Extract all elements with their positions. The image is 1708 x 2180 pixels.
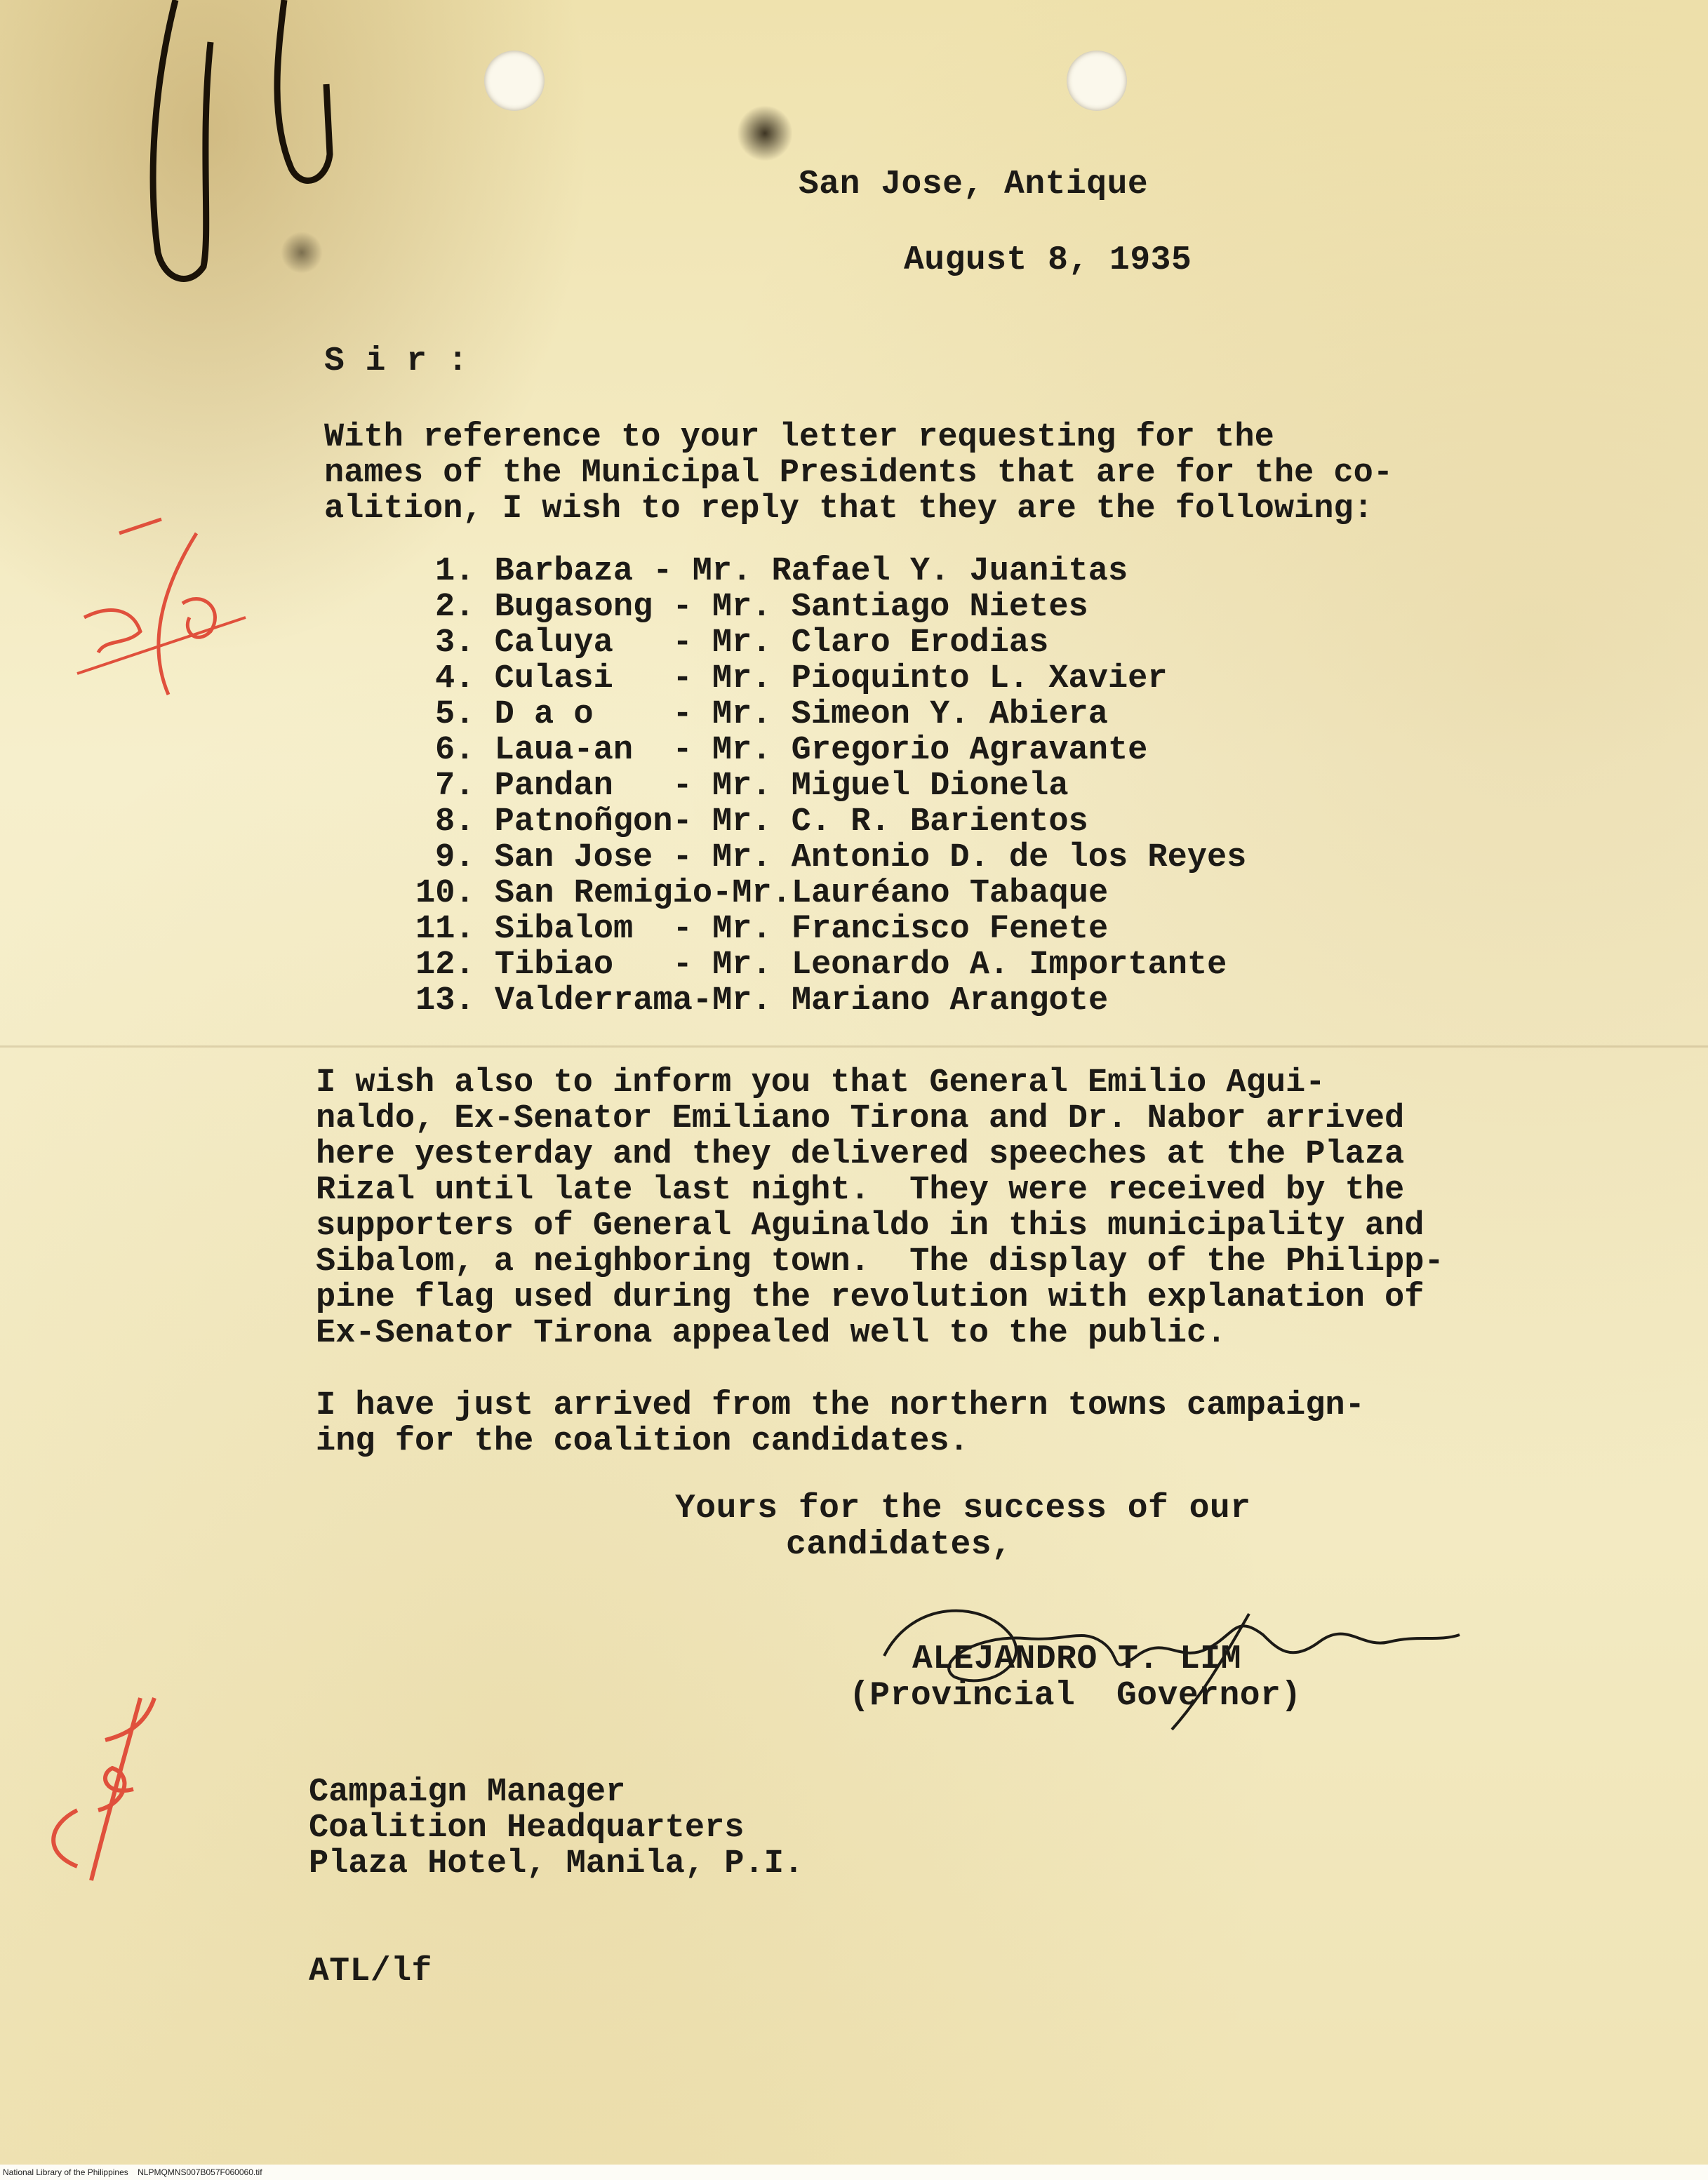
salutation: S i r : [324, 342, 469, 380]
president-list-item: 5. D a o - Mr. Simeon Y. Abiera [435, 696, 1108, 733]
paperclip-rust-mark [126, 0, 351, 295]
paragraph-aguinaldo-visit: I wish also to inform you that General Emilio Agui- naldo, Ex-Senator Emiliano Tirona and Dr. Nabor arrived here yesterday and they delivered speeches at the Plaza Rizal until late last night. They were received by the supporters of General Aguinaldo in this municipality and Sibalom, a neighboring town. The display of the Philipp- pine flag used during the revolution with explanation of Ex-Senator Tirona appealed well to the public. [316, 1064, 1444, 1352]
recipient-address [309, 1774, 803, 1881]
ink-stain [737, 105, 793, 161]
president-list-item: 2. Bugasong - Mr. Santiago Nietes [435, 589, 1088, 626]
letter-date: August 8, 1935 [904, 241, 1192, 279]
recipient-line: Plaza Hotel, Manila, P.I. [309, 1845, 804, 1883]
president-list-item: 7. Pandan - Mr. Miguel Dionela [435, 768, 1069, 805]
paper-fold [0, 1045, 1708, 1048]
presidents-list [415, 553, 1247, 1019]
president-list-item: 13. Valderrama-Mr. Mariano Arangote [415, 982, 1109, 1019]
signer-title: (Provincial Governor) [849, 1677, 1302, 1715]
red-pencil-mark [70, 505, 267, 709]
paragraph-campaign: I have just arrived from the northern towns campaign- ing for the coalition candidates. [316, 1387, 1365, 1460]
punch-hole-left [484, 51, 545, 111]
intro-paragraph: With reference to your letter requesting for the names of the Municipal Presidents that are for the co- alition, I wish to reply that they are the following: [324, 419, 1394, 528]
closing-line: Yours for the success of our [675, 1490, 1251, 1527]
president-list-item: 3. Caluya - Mr. Claro Erodias [435, 624, 1049, 662]
signer-name: ALEJANDRO T. LIM [912, 1640, 1241, 1678]
president-list-item: 8. Patnoñgon- Mr. C. R. Barientos [435, 803, 1088, 841]
recipient-line: Campaign Manager [309, 1774, 626, 1811]
president-list-item: 4. Culasi - Mr. Pioquinto L. Xavier [435, 660, 1168, 697]
recipient-line: Coalition Headquarters [309, 1810, 745, 1847]
president-list-item: 9. San Jose - Mr. Antonio D. de los Reyes [435, 839, 1247, 876]
president-list-item: 12. Tibiao - Mr. Leonardo A. Importante [415, 947, 1227, 984]
punch-hole-right [1067, 51, 1127, 111]
reference-initials: ATL/lf [309, 1953, 432, 1991]
letter-place: San Jose, Antique [799, 166, 1149, 203]
president-list-item: 10. San Remigio-Mr.Lauréano Tabaque [415, 875, 1109, 912]
archive-label: National Library of the Philippines NLPMQMNS007B057F060060.tif [3, 2167, 262, 2177]
closing-line: candidates, [786, 1526, 1013, 1564]
president-list-item: 6. Laua-an - Mr. Gregorio Agravante [435, 732, 1148, 769]
president-list-item: 11. Sibalom - Mr. Francisco Fenete [415, 911, 1109, 948]
president-list-item: 1. Barbaza - Mr. Rafael Y. Juanitas [435, 553, 1128, 590]
red-pencil-notation [28, 1670, 168, 1894]
